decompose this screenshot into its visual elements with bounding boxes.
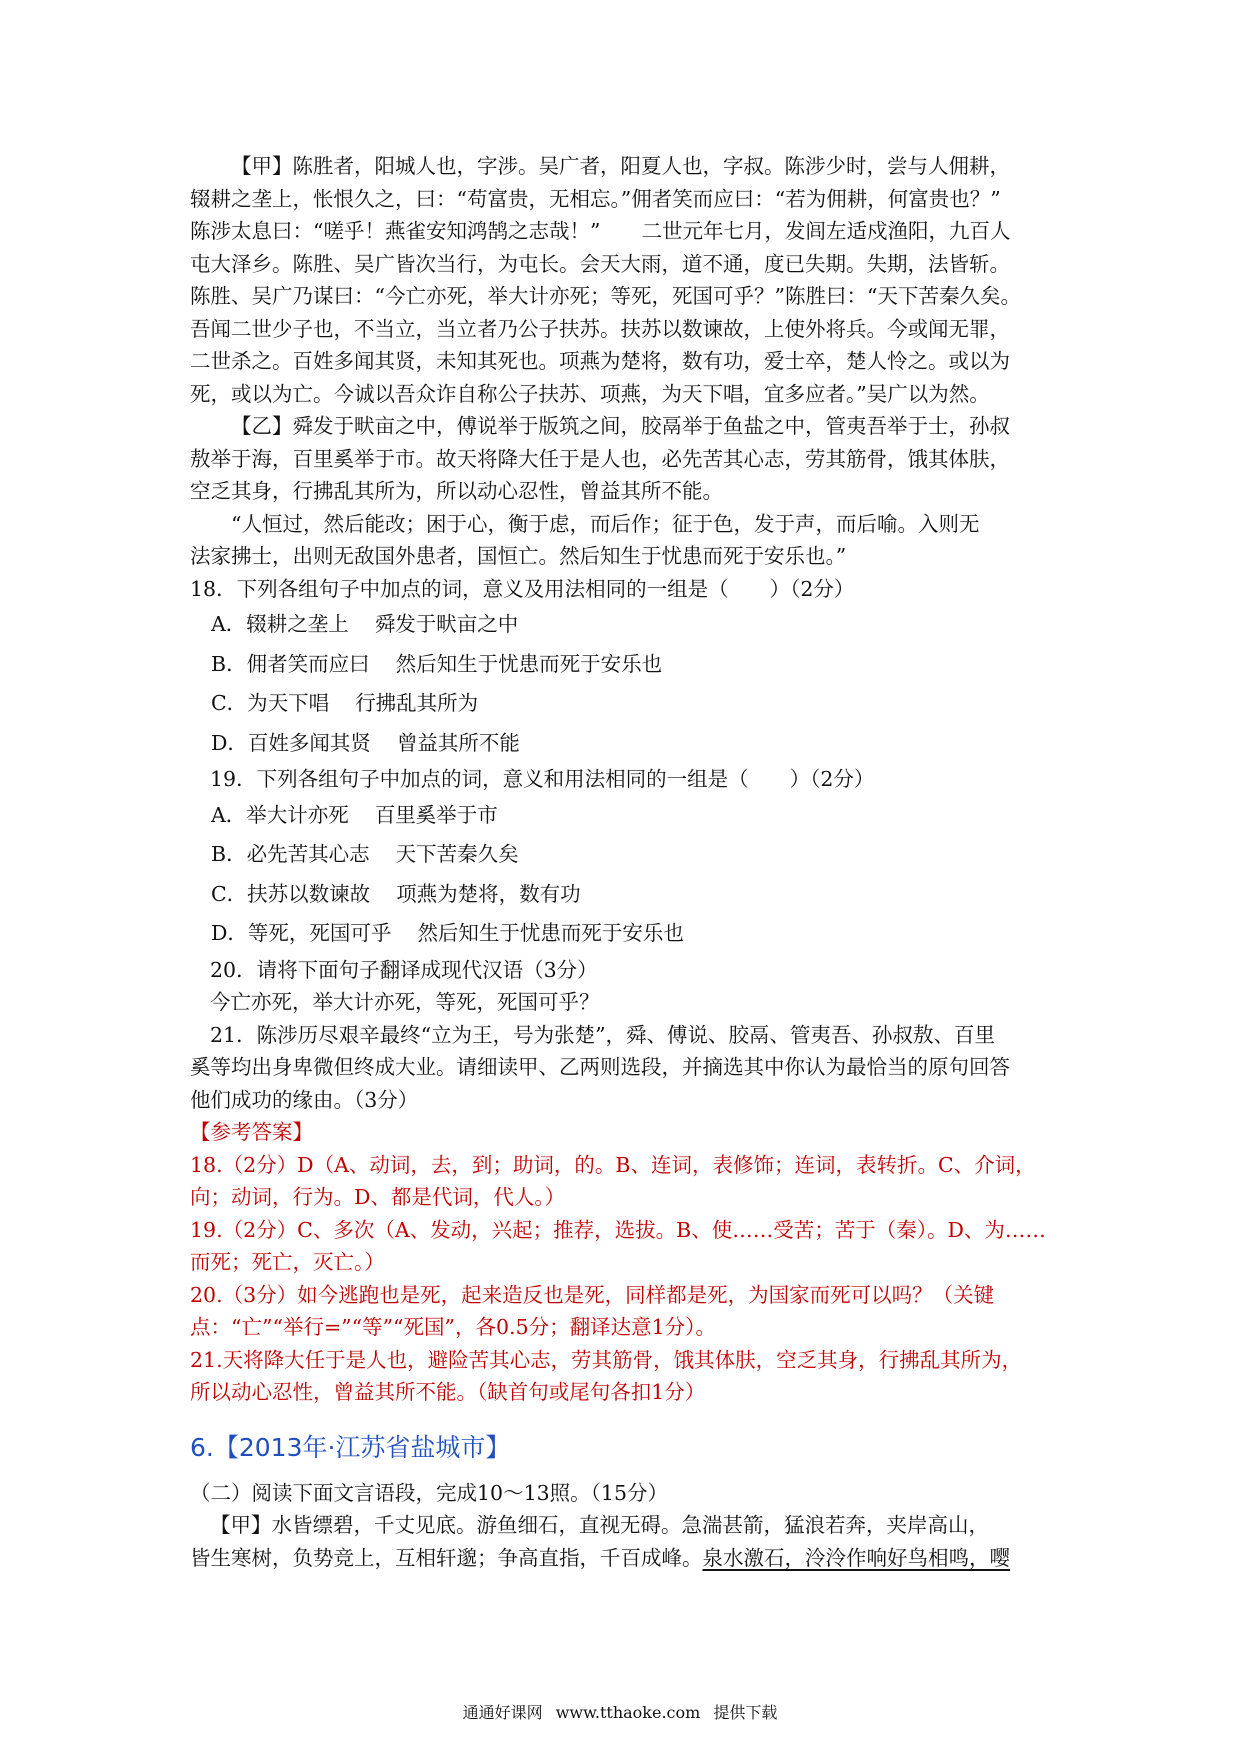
question-sentence: 今亡亦死，举大计亦死，等死，死国可乎？ xyxy=(210,990,600,1014)
passage-line: 屯大泽乡。陈胜、吴广皆次当行，为屯长。会天大雨，道不通，度已失期。失期，法皆斩。 xyxy=(190,251,1010,276)
option-b-text: 天下苦秦久矣 xyxy=(395,842,519,866)
answer-key xyxy=(190,1116,1060,1409)
option-a-text: C．扶苏以数谏故 xyxy=(211,881,371,906)
document-page xyxy=(190,150,1060,1574)
option-b-text: 行拂乱其所为 xyxy=(355,691,479,715)
answer-line: 20.（3分）如今逃跑也是死，起来造反也是死，同样都是死，为国家而死可以吗？（关键 xyxy=(190,1282,995,1307)
page-footer xyxy=(0,1700,1240,1723)
question-20 xyxy=(190,954,1060,1019)
answer-line: 而死；死亡，灭亡。） xyxy=(190,1250,385,1274)
passage-line: 二世杀之。百姓多闻其贤，未知其死也。项燕为楚将，数有功，爱士卒，楚人怜之。或以为 xyxy=(190,349,1010,373)
footer-url[interactable]: www.tthaoke.com xyxy=(555,1703,701,1722)
option-b-text: 项燕为楚将，数有功 xyxy=(396,881,581,906)
option-a-text: B．必先苦其心志 xyxy=(211,842,370,866)
passage-jia xyxy=(190,150,1060,410)
question-stem: 18．下列各组句子中加点的词，意义及用法相同的一组是（ ）（2分） xyxy=(190,576,855,601)
passage-line: 【乙】舜发于畎亩之中，傅说举于版筑之间，胶鬲举于鱼盐之中，管夷吾举于士，孙叔 xyxy=(231,414,1010,438)
question-stem: 19．下列各组句子中加点的词，意义和用法相同的一组是（ ）（2分） xyxy=(210,767,875,791)
option-row xyxy=(190,684,1060,724)
passage-line: 死，或以为亡。今诚以吾众诈自称公子扶苏、项燕，为天下唱，宜多应者。”吴广以为然。 xyxy=(190,381,990,406)
section-6 xyxy=(190,1477,1060,1575)
option-a-text: D．等死，死国可乎 xyxy=(211,921,392,945)
footer-suffix: 提供下载 xyxy=(713,1703,778,1722)
option-a-text: A．辍耕之垄上 xyxy=(211,612,349,636)
question-21 xyxy=(190,1019,1060,1117)
section-heading: 6.【2013年·江苏省盐城市】 xyxy=(190,1432,511,1462)
question-stem: 20．请将下面句子翻译成现代汉语（3分） xyxy=(210,957,598,982)
passage-line: 陈涉太息曰：“嗟乎！燕雀安知鸿鹄之志哉！” 二世元年七月，发闾左适戍渔阳，九百人 xyxy=(190,219,1011,243)
option-a-text: C．为天下唱 xyxy=(211,691,330,715)
passage-line: 法家拂士，出则无敌国外患者，国恒亡。然后知生于忧患而死于安乐也。” xyxy=(190,544,847,568)
passage-line: 【甲】陈胜者，阳城人也，字涉。吴广者，阳夏人也，字叔。陈涉少时，尝与人佣耕， xyxy=(231,154,1010,178)
option-row xyxy=(190,645,1060,685)
passage-line: 吾闻二世少子也，不当立，当立者乃公子扶苏。扶苏以数谏故，上使外将兵。今或闻无罪， xyxy=(190,316,1010,341)
answer-line: 向；动词，行为。D、都是代词，代人。） xyxy=(190,1185,566,1209)
answer-line: 点：“亡”“举行=”“等”“死国”，各0.5分；翻译达意1分）。 xyxy=(190,1315,716,1339)
option-row xyxy=(190,914,1060,954)
passage-text: 皆生寒树，负势竞上，互相轩邈；争高直指，千百成峰。 xyxy=(190,1545,703,1570)
passage-line: 空乏其身，行拂乱其所为，所以动心忍性，曾益其所不能。 xyxy=(190,479,723,503)
question-line: 他们成功的缘由。（3分） xyxy=(190,1087,419,1112)
answer-line: 所以动心忍性，曾益其所不能。（缺首句或尾句各扣1分） xyxy=(190,1380,706,1404)
answer-title: 【参考答案】 xyxy=(190,1120,313,1144)
passage-line: 敖举于海，百里奚举于市。故天将降大任于是人也，必先苦其心志，劳其筋骨，饿其体肤， xyxy=(190,446,1010,471)
answer-line: 19.（2分）C、多次（A、发动，兴起；推荐，选拔。B、使……受苦；苦于（秦）。D、为…… xyxy=(190,1217,1046,1242)
answer-line: 18.（2分）D（A、动词，去，到；助词，的。B、连词，表修饰；连词，表转折。C、介词， xyxy=(190,1152,1036,1177)
option-a-text: D．百姓多闻其贤 xyxy=(211,730,371,755)
option-b-text: 然后知生于忧患而死于安乐也 xyxy=(395,651,663,676)
passage-line: “人恒过，然后能改；困于心，衡于虑，而后作；征于色，发于声，而后喻。入则无 xyxy=(231,511,980,536)
option-row xyxy=(190,875,1060,915)
option-b-text: 曾益其所不能 xyxy=(396,730,520,755)
option-row xyxy=(190,724,1060,764)
passage-line: 辍耕之垄上，怅恨久之，曰：“苟富贵，无相忘。”佣者笑而应曰：“若为佣耕，何富贵也？” xyxy=(190,186,1001,211)
footer-site: 通通好课网 xyxy=(462,1703,543,1722)
passage-line: 【甲】水皆缥碧，千丈见底。游鱼细石，直视无碍。急湍甚箭，猛浪若奔，夹岸高山， xyxy=(210,1513,989,1537)
passage-line xyxy=(190,1542,1060,1575)
option-row xyxy=(190,605,1060,645)
question-19 xyxy=(190,763,1060,954)
question-line: 奚等均出身卑微但终成大业。请细读甲、乙两则选段，并摘选其中你认为最恰当的原句回答 xyxy=(190,1055,1010,1079)
option-a-text: A．举大计亦死 xyxy=(211,802,349,827)
answer-line: 21.天将降大任于是人也，避险苦其心志，劳其筋骨，饿其体肤，空乏其身，行拂乱其所为， xyxy=(190,1347,1023,1372)
passage-line: 陈胜、吴广乃谋曰：“今亡亦死，举大计亦死；等死，死国可乎？”陈胜曰：“天下苦秦久矣。 xyxy=(190,284,1021,308)
option-b-text: 舜发于畎亩之中 xyxy=(374,612,519,636)
question-stem: 21．陈涉历尽艰辛最终“立为王，号为张楚”，舜、傅说、胶鬲、管夷吾、孙叔敖、百里 xyxy=(210,1022,996,1047)
option-row xyxy=(190,796,1060,836)
passage-yi xyxy=(190,410,1060,573)
option-b-text: 百里奚举于市 xyxy=(374,802,498,827)
option-row xyxy=(190,835,1060,875)
option-a-text: B．佣者笑而应曰 xyxy=(211,651,370,676)
question-18 xyxy=(190,573,1060,764)
section-intro: （二）阅读下面文言语段，完成10～13照。（15分） xyxy=(190,1480,669,1505)
underlined-text: 泉水激石，泠泠作响好鸟相鸣，嘤 xyxy=(702,1545,1010,1570)
option-b-text: 然后知生于忧患而死于安乐也 xyxy=(417,921,684,945)
